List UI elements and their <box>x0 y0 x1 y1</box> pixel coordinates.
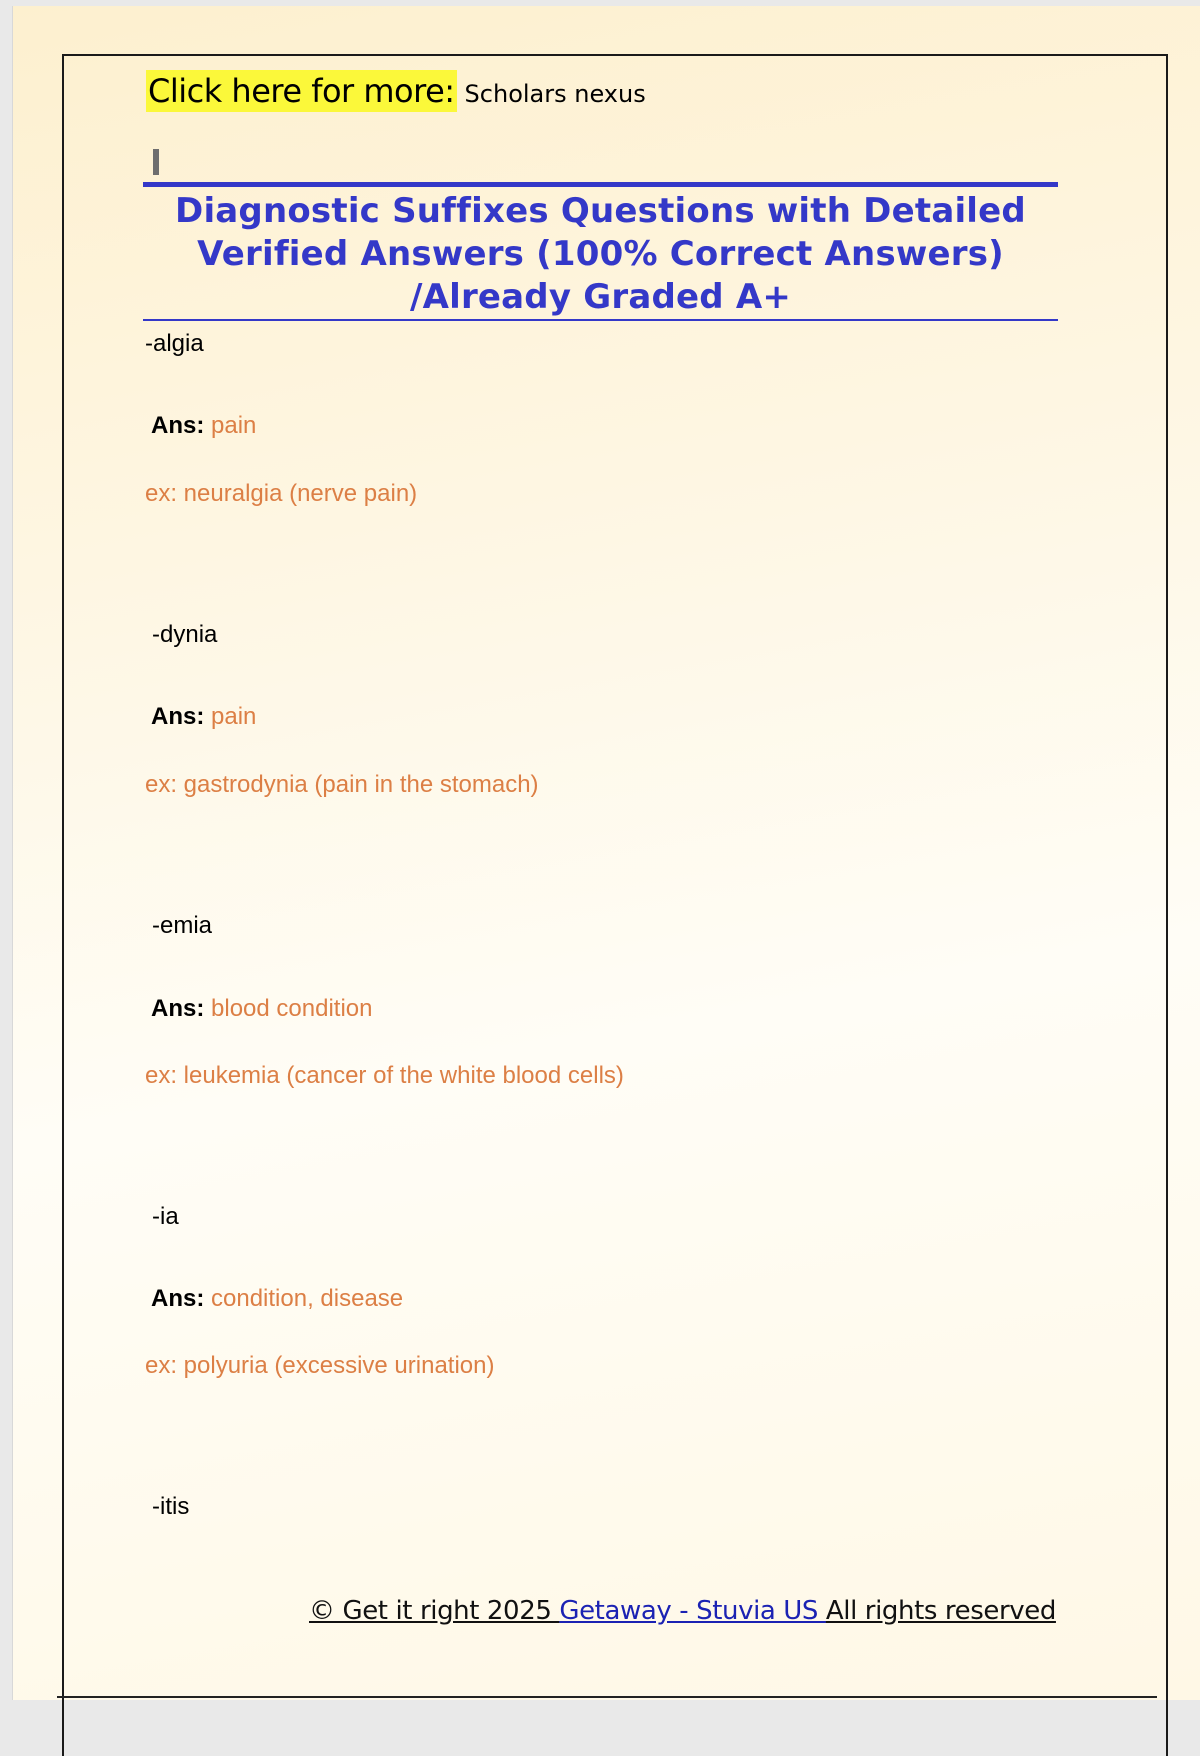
answer-value: blood condition <box>211 995 373 1022</box>
example-text: ex: neuralgia (nerve pain) <box>145 480 418 507</box>
example-text: ex: gastrodynia (pain in the stomach) <box>145 771 539 798</box>
answer-value: pain <box>211 412 257 439</box>
term-algia: -algia <box>145 330 204 357</box>
bottom-rule <box>57 1696 1157 1698</box>
answer-line <box>151 412 256 440</box>
title-rule-top <box>143 182 1058 187</box>
document-title: Diagnostic Suffixes Questions with Detailed Verified Answers (100% Correct Answers) /Already Graded A+ <box>175 191 1026 317</box>
example-text: ex: leukemia (cancer of the white blood cells) <box>145 1062 624 1089</box>
promo-line <box>146 72 646 110</box>
footer-copyright <box>309 1596 1056 1626</box>
term-emia: -emia <box>152 912 213 939</box>
answer-label: Ans: <box>151 995 205 1022</box>
term-itis: -itis <box>152 1493 190 1520</box>
footer-suffix: All rights reserved <box>825 1596 1056 1626</box>
example-text: ex: polyuria (excessive urination) <box>145 1352 495 1379</box>
answer-line <box>151 995 372 1023</box>
answer-line <box>151 1285 403 1313</box>
term-ia: -ia <box>152 1203 179 1230</box>
footer-prefix: © Get it right 2025 <box>309 1596 560 1626</box>
answer-label: Ans: <box>151 412 205 439</box>
answer-value: condition, disease <box>211 1285 404 1312</box>
answer-line <box>151 703 256 731</box>
term-dynia: -dynia <box>152 621 218 648</box>
title-rule-bottom <box>143 319 1058 321</box>
answer-label: Ans: <box>151 1285 205 1312</box>
stuvia-link[interactable]: Getaway - Stuvia US <box>559 1596 826 1626</box>
click-here-link[interactable]: Click here for more: <box>148 72 455 110</box>
answer-value: pain <box>211 703 257 730</box>
answer-label: Ans: <box>151 703 205 730</box>
text-cursor-mark <box>153 149 159 175</box>
promo-name: Scholars nexus <box>464 80 646 108</box>
